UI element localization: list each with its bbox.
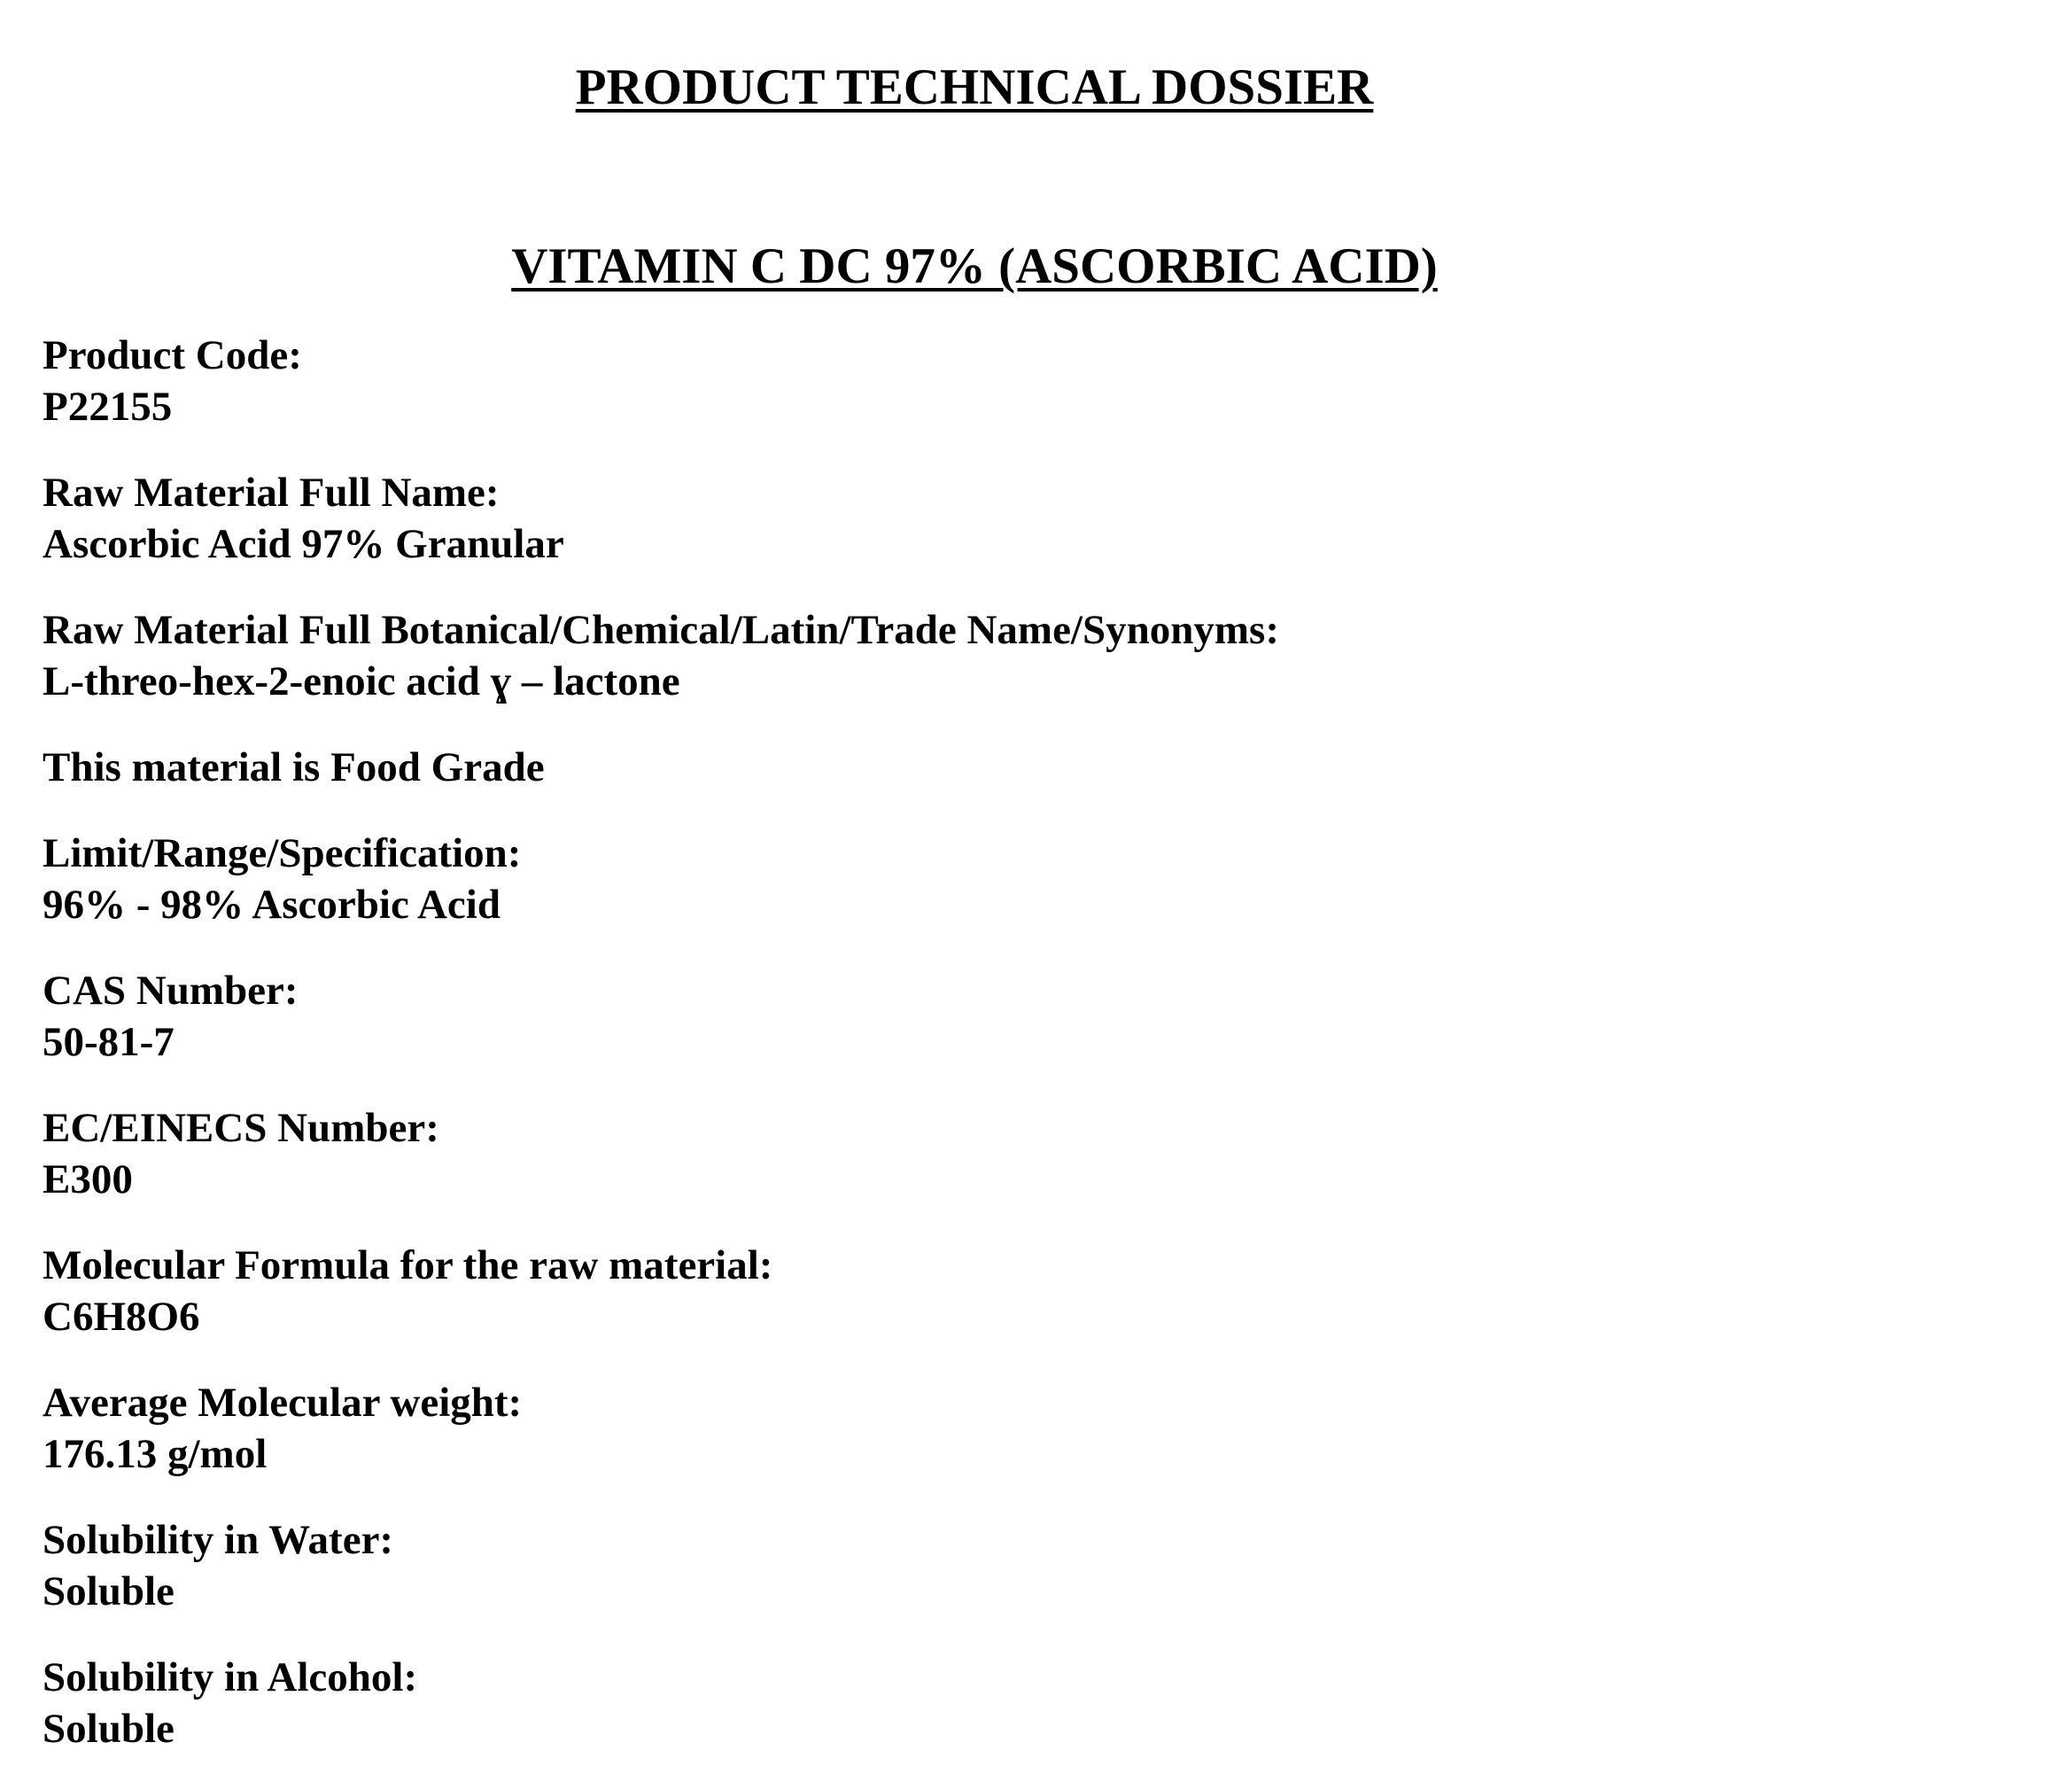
molecular-weight-label: Average Molecular weight:	[43, 1380, 523, 1426]
field-molecular-weight	[43, 1377, 1991, 1480]
field-solubility-alcohol	[43, 1652, 1991, 1754]
product-code-label: Product Code:	[43, 332, 302, 378]
solubility-alcohol-label: Solubility in Alcohol:	[43, 1654, 418, 1700]
molecular-formula-value: C6H8O6	[43, 1294, 200, 1340]
grade-statement: This material is Food Grade	[43, 744, 545, 790]
specification-label: Limit/Range/Specification:	[43, 830, 522, 876]
document-title: PRODUCT TECHNICAL DOSSIER	[575, 59, 1374, 115]
synonyms-label: Raw Material Full Botanical/Chemical/Latin/Trade Name/Synonyms:	[43, 607, 1280, 653]
ec-einecs-number-label: EC/EINECS Number:	[43, 1105, 439, 1151]
field-cas-number	[43, 965, 1991, 1068]
ec-einecs-number-value: E300	[43, 1156, 133, 1202]
solubility-water-label: Solubility in Water:	[43, 1517, 394, 1563]
field-specification	[43, 828, 1991, 930]
cas-number-label: CAS Number:	[43, 968, 299, 1014]
product-heading: VITAMIN C DC 97% (ASCORBIC ACID)	[511, 238, 1438, 294]
field-molecular-formula	[43, 1240, 1991, 1342]
field-product-code	[43, 330, 1991, 432]
field-ec-einecs-number	[43, 1102, 1991, 1205]
field-raw-material-name	[43, 467, 1991, 570]
field-synonyms	[43, 604, 1991, 707]
synonyms-value: L-threo-hex-2-enoic acid ɣ – lactone	[43, 658, 680, 704]
molecular-formula-label: Molecular Formula for the raw material:	[43, 1242, 773, 1288]
specification-value: 96% - 98% Ascorbic Acid	[43, 882, 501, 928]
raw-material-name-value: Ascorbic Acid 97% Granular	[43, 521, 564, 567]
raw-material-name-label: Raw Material Full Name:	[43, 470, 500, 516]
field-solubility-water	[43, 1514, 1991, 1617]
cas-number-value: 50-81-7	[43, 1019, 175, 1065]
product-code-value: P22155	[43, 384, 173, 430]
field-grade-statement	[43, 742, 1991, 793]
product-fields	[43, 330, 1991, 1789]
solubility-water-value: Soluble	[43, 1568, 175, 1614]
molecular-weight-value: 176.13 g/mol	[43, 1431, 268, 1477]
solubility-alcohol-value: Soluble	[43, 1706, 175, 1752]
